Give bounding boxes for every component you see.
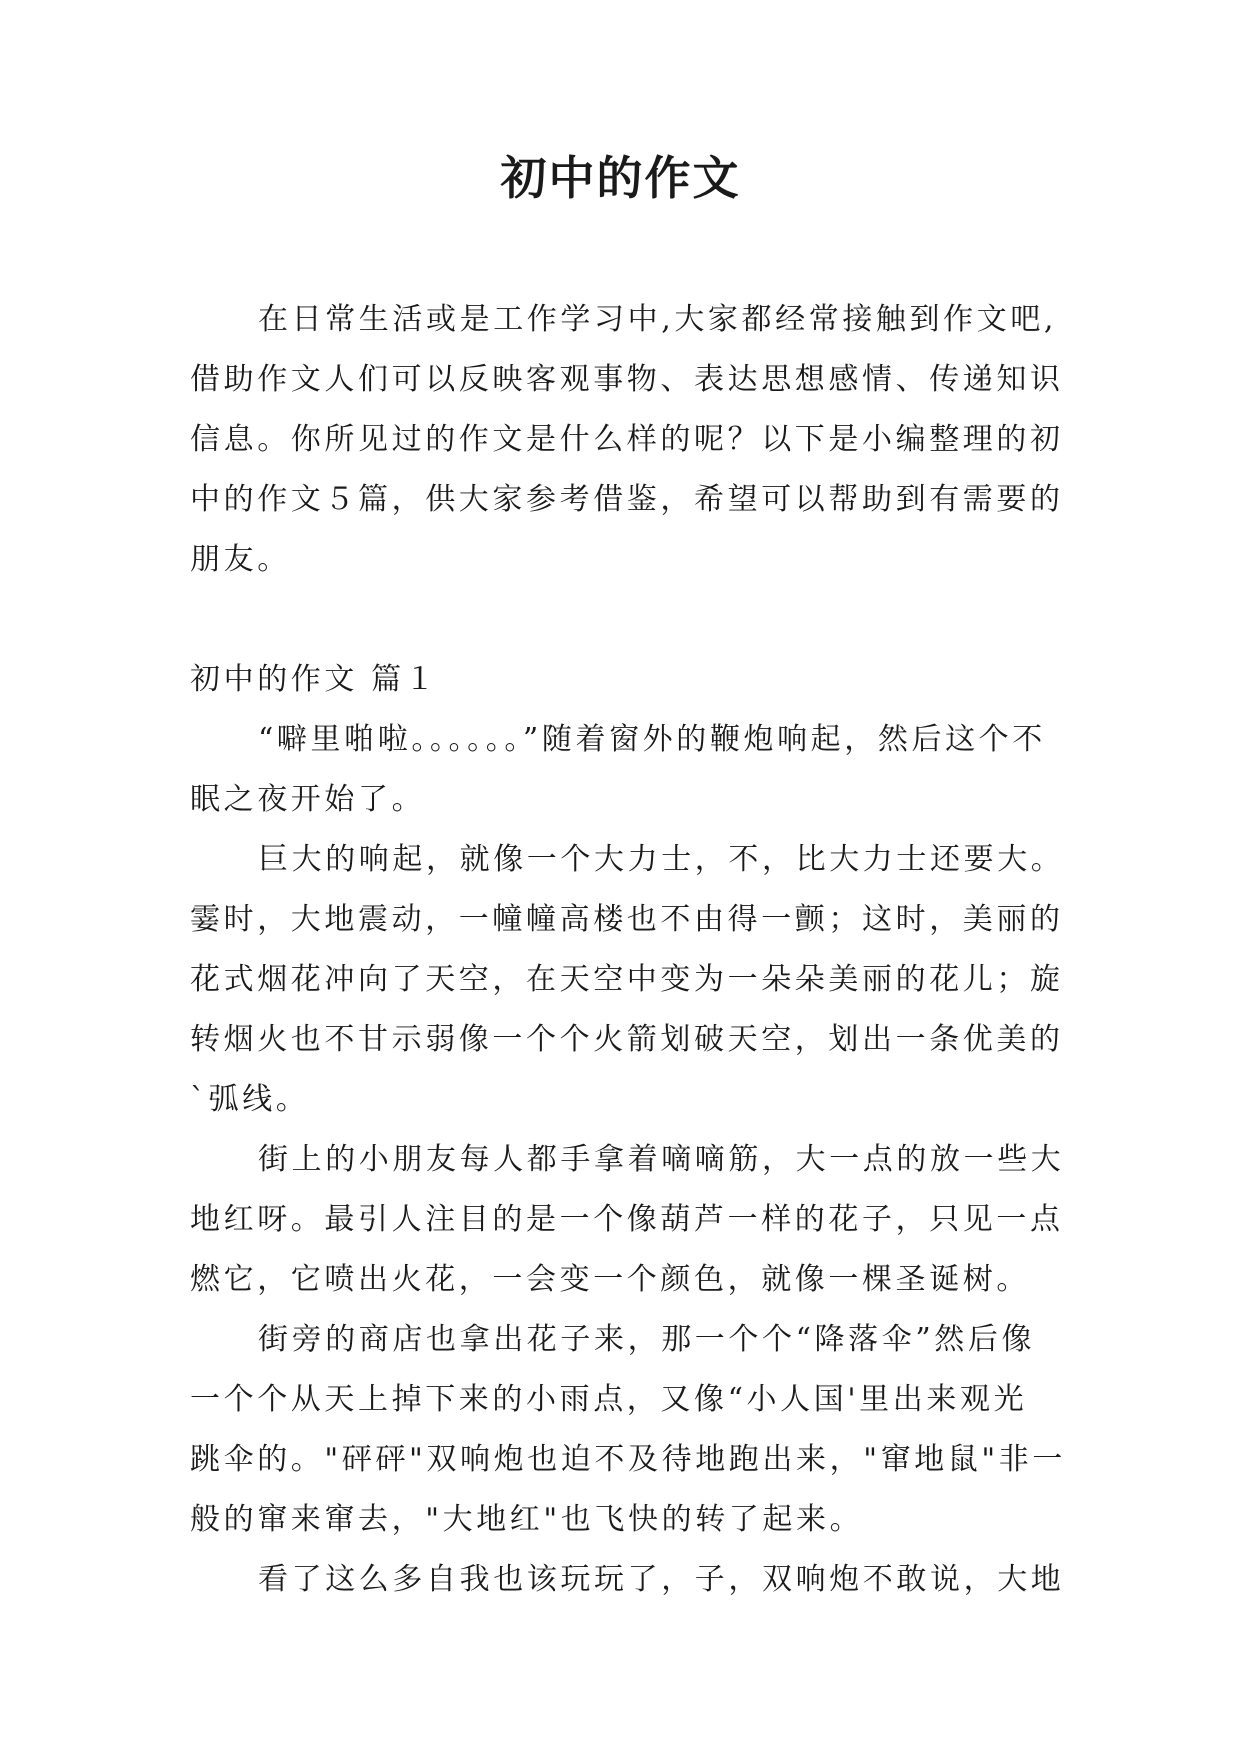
section-heading: 初中的作文 篇１ [190, 662, 439, 697]
body-line: 街上的小朋友每人都手拿着嘀嘀筋，大一点的放一些大 [258, 1142, 1065, 1177]
body-line: 转烟火也不甘示弱像一个个火箭划破天空，划出一条优美的 [190, 1022, 1064, 1057]
intro-line: 信息。你所见过的作文是什么样的呢？以下是小编整理的初 [190, 422, 1064, 457]
intro-line: 中的作文５篇，供大家参考借鉴，希望可以帮助到有需要的 [190, 482, 1064, 517]
body-line: `弧线。 [190, 1082, 310, 1117]
body-line: 地红呀。最引人注目的是一个像葫芦一样的花子，只见一点 [190, 1202, 1064, 1237]
body-line: 霎时，大地震动，一幢幢高楼也不由得一颤；这时，美丽的 [190, 902, 1064, 937]
body-line: “噼里啪啦。。。。。。”随着窗外的鞭炮响起，然后这个不 [258, 722, 1046, 757]
body-line: 眠之夜开始了。 [190, 782, 426, 817]
body-line: 燃它，它喷出火花，一会变一个颜色，就像一棵圣诞树。 [190, 1262, 1030, 1297]
intro-line: 在日常生活或是工作学习中,大家都经常接触到作文吧, [258, 302, 1058, 337]
body-line: 街旁的商店也拿出花子来，那一个个“降落伞”然后像 [258, 1322, 1036, 1357]
body-line: 看了这么多自我也该玩玩了，子，双响炮不敢说，大地 [258, 1562, 1065, 1597]
intro-line: 朋友。 [190, 542, 291, 577]
section-gap [190, 590, 1070, 650]
document-title: 初中的作文 [500, 151, 741, 205]
body-line: 巨大的响起，就像一个大力士，不，比大力士还要大。 [258, 842, 1065, 877]
intro-line: 借助作文人们可以反映客观事物、表达思想感情、传递知识 [190, 362, 1064, 397]
body-line: 般的窜来窜去，"大地红"也飞快的转了起来。 [190, 1502, 864, 1537]
body-line: 花式烟花冲向了天空，在天空中变为一朵朵美丽的花儿；旋 [190, 962, 1064, 997]
body-line: 跳伞的。"砰砰"双响炮也迫不及待地跑出来，"窜地鼠"非一 [190, 1442, 1066, 1477]
body-line: 一个个从天上掉下来的小雨点，又像“小人国'里出来观光 [190, 1382, 1028, 1417]
document-body [190, 290, 1070, 1610]
